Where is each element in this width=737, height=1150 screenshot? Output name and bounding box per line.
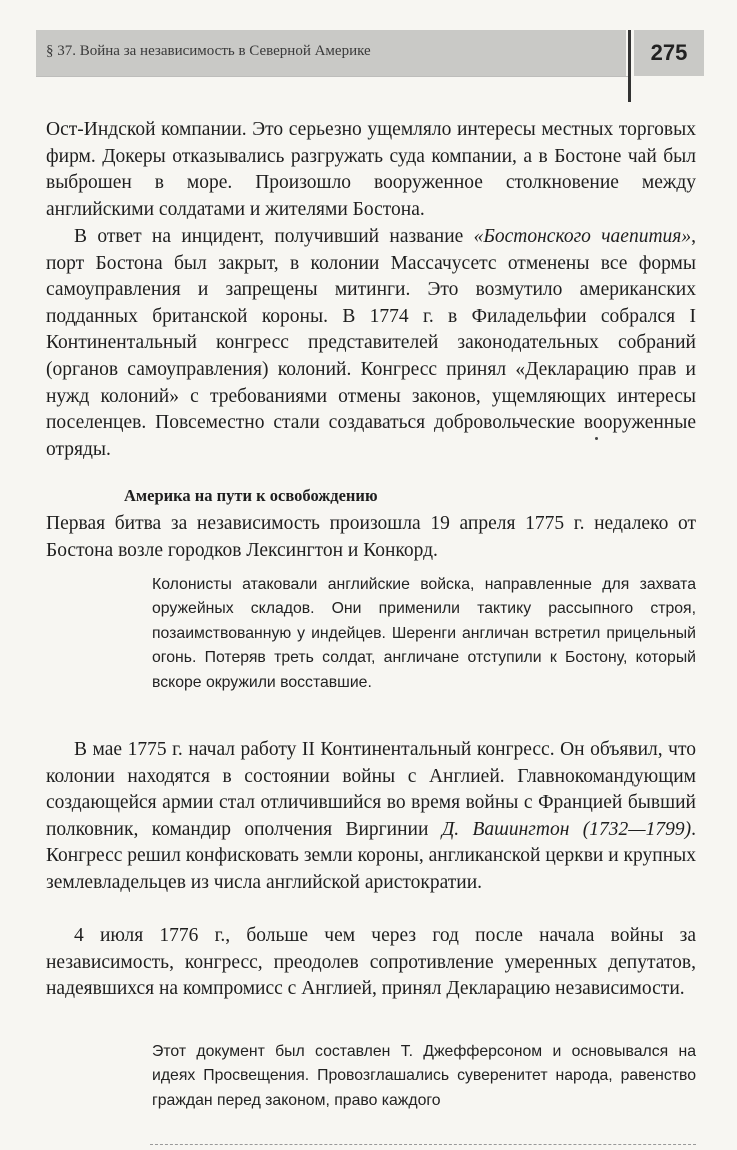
paragraph-2-lead: В ответ на инцидент, получивший название [74,226,474,247]
header-rule [36,76,628,77]
running-title: § 37. Война за независимость в Северной Америке [46,43,371,59]
paragraph-4-rest: . Конгресс решил конфисковать земли короны, англиканской церкви и крупных землевладельцев из числа английской аристократии. [46,818,697,893]
paragraph-5: 4 июля 1776 г., больше чем через год после начала войны за независимость, конгресс, преодолев сопротивление умеренных депутатов, надеявшихся на компромисс с Англией, принял Декларацию независимости. [46,925,696,1000]
paragraph-1: Ост-Индской компании. Это серьезно ущемляло интересы местных торговых фирм. Докеры отказывались разгружать суда компании, а в Бостоне чай был выброшен в море. Произошло вооруженное столкновение между английскими солдатами и жителями Бостона. [46,119,696,220]
note-2: Этот документ был составлен Т. Джефферсоном и основывался на идеях Просвещения. Провозглашались суверенитет народа, равенство граждан перед законом, право каждого [152,1043,696,1109]
note-1: Колонисты атаковали английские войска, направленные для захвата оружейных складов. Они применили тактику рассыпного строя, позаимствованную у индейцев. Шеренги англичан встретил прицельный огонь. Потеряв треть солдат, англичане отступили к Бостону, который вскоре окружили восставшие. [152,576,696,691]
paragraph-2-rest: , порт Бостона был закрыт, в колонии Массачусетс отменены все формы самоуправления и запрещены митинги. Это возмутило американских подданных британской короны. В 1774 г. в Филадельфии собрался I Континентальный конгресс представителей законодательных собраний (органов самоуправления) колоний. Конгресс принял «Декларацию прав и нужд колоний» с требованиями отмены законов, ущемляющих интересы поселенцев. Повсеместно стали создаваться добровольческие вооруженные отряды. [46,226,696,460]
margin-dot [595,437,598,440]
paragraph-3: Первая битва за независимость произошла 19 апреля 1775 г. недалеко от Бостона возле городков Лексингтон и Конкорд. [46,513,696,561]
paragraph-2 [46,224,696,463]
paragraph-4 [46,737,696,897]
header-divider [628,30,631,102]
washington-name: Д. Вашингтон (1732—1799) [441,818,692,840]
section-heading: Америка на пути к освобождению [124,486,378,505]
boston-tea-party-term: «Бостонского чаепития» [473,226,692,247]
paragraph-4-lead: В мае 1775 г. начал работу II Континентальный конгресс. Он объявил, что колонии находятся в состоянии войны с Англией. Главнокомандующим создающейся армии стал отличившийся во время войны с Францией бывший полковник, командир ополчения Виргинии [46,739,696,840]
page-number: 275 [650,40,688,65]
page-bottom-rule [150,1144,696,1145]
